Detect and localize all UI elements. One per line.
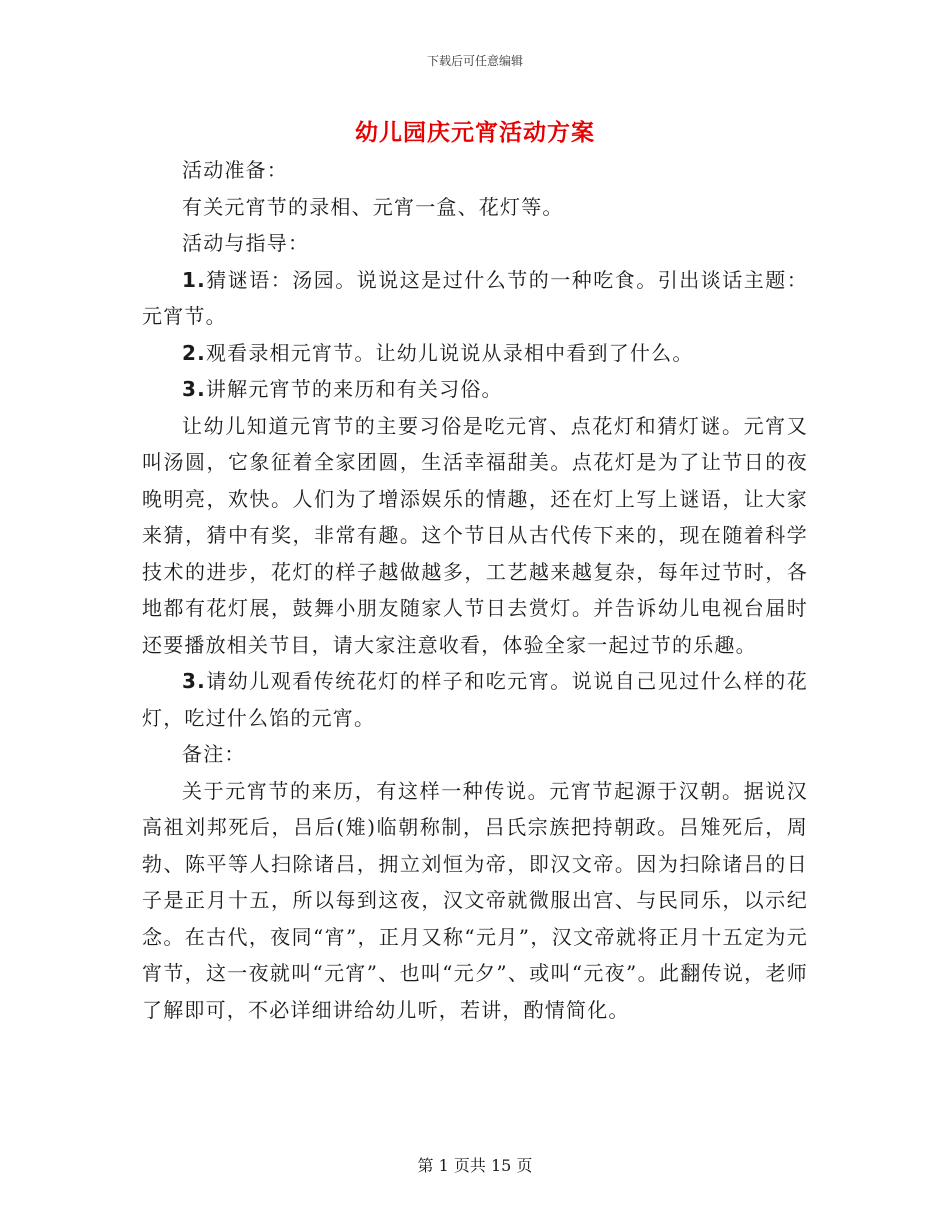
paragraph-step-3b: 3.请幼儿观看传统花灯的样子和吃元宵。说说自己见过什么样的花灯，吃过什么馅的元宵。 (142, 669, 808, 730)
step-number: 3. (182, 669, 206, 693)
step-number: 3. (182, 377, 206, 401)
paragraph-prep-materials: 有关元宵节的录相、元宵一盒、花灯等。 (182, 194, 564, 219)
paragraph-step-3: 3.讲解元宵节的来历和有关习俗。 (182, 377, 503, 401)
page-footer: 第 1 页共 15 页 (417, 1156, 533, 1175)
document-body (142, 152, 808, 1028)
paragraph-guidance-heading: 活动与指导： (182, 231, 310, 255)
page-header: 下载后可任意编辑 (426, 54, 523, 68)
paragraph-legend: 关于元宵节的来历，有这样一种传说。元宵节起源于汉朝。据说汉高祖刘邦死后，吕后(雉)临朝称制，吕氏宗族把持朝政。吕雉死后，周勃、陈平等人扫除诸吕，拥立刘恒为帝，即汉文帝。因为扫除诸吕的日子是正月十五，所以每到这夜，汉文帝就微服出宫、与民同乐，以示纪念。在古代，夜同“宵”，正月又称“元月”，汉文帝就将正月十五定为元宵节，这一夜就叫“元宵”、也叫“元夕”、或叫“元夜”。此翻传说，老师了解即可，不必详细讲给幼儿听，若讲，酌情简化。 (142, 778, 808, 1022)
paragraph-prep-heading: 活动准备： (182, 158, 288, 182)
document-title: 幼儿园庆元宵活动方案 (355, 119, 595, 146)
paragraph-notes-heading: 备注： (182, 742, 246, 766)
step-number: 2. (182, 340, 206, 365)
paragraph-step-2: 2.观看录相元宵节。让幼儿说说从录相中看到了什么。 (182, 340, 694, 365)
step-number: 1. (182, 267, 206, 292)
paragraph-step-1: 1.猜谜语：汤园。说说这是过什么节的一种吃食。引出谈话主题：元宵节。 (142, 267, 808, 328)
paragraph-customs: 让幼儿知道元宵节的主要习俗是吃元宵、点花灯和猜灯谜。元宵又叫汤圆，它象征着全家团圆，生活幸福甜美。点花灯是为了让节日的夜晚明亮，欢快。人们为了增添娱乐的情趣，还在灯上写上谜语，让大家来猜，猜中有奖，非常有趣。这个节日从古代传下来的，现在随着科学技术的进步，花灯的样子越做越多，工艺越来越复杂，每年过节时，各地都有花灯展，鼓舞小朋友随家人节日去赏灯。并告诉幼儿电视台届时还要播放相关节目，请大家注意收看，体验全家一起过节的乐趣。 (142, 413, 808, 657)
